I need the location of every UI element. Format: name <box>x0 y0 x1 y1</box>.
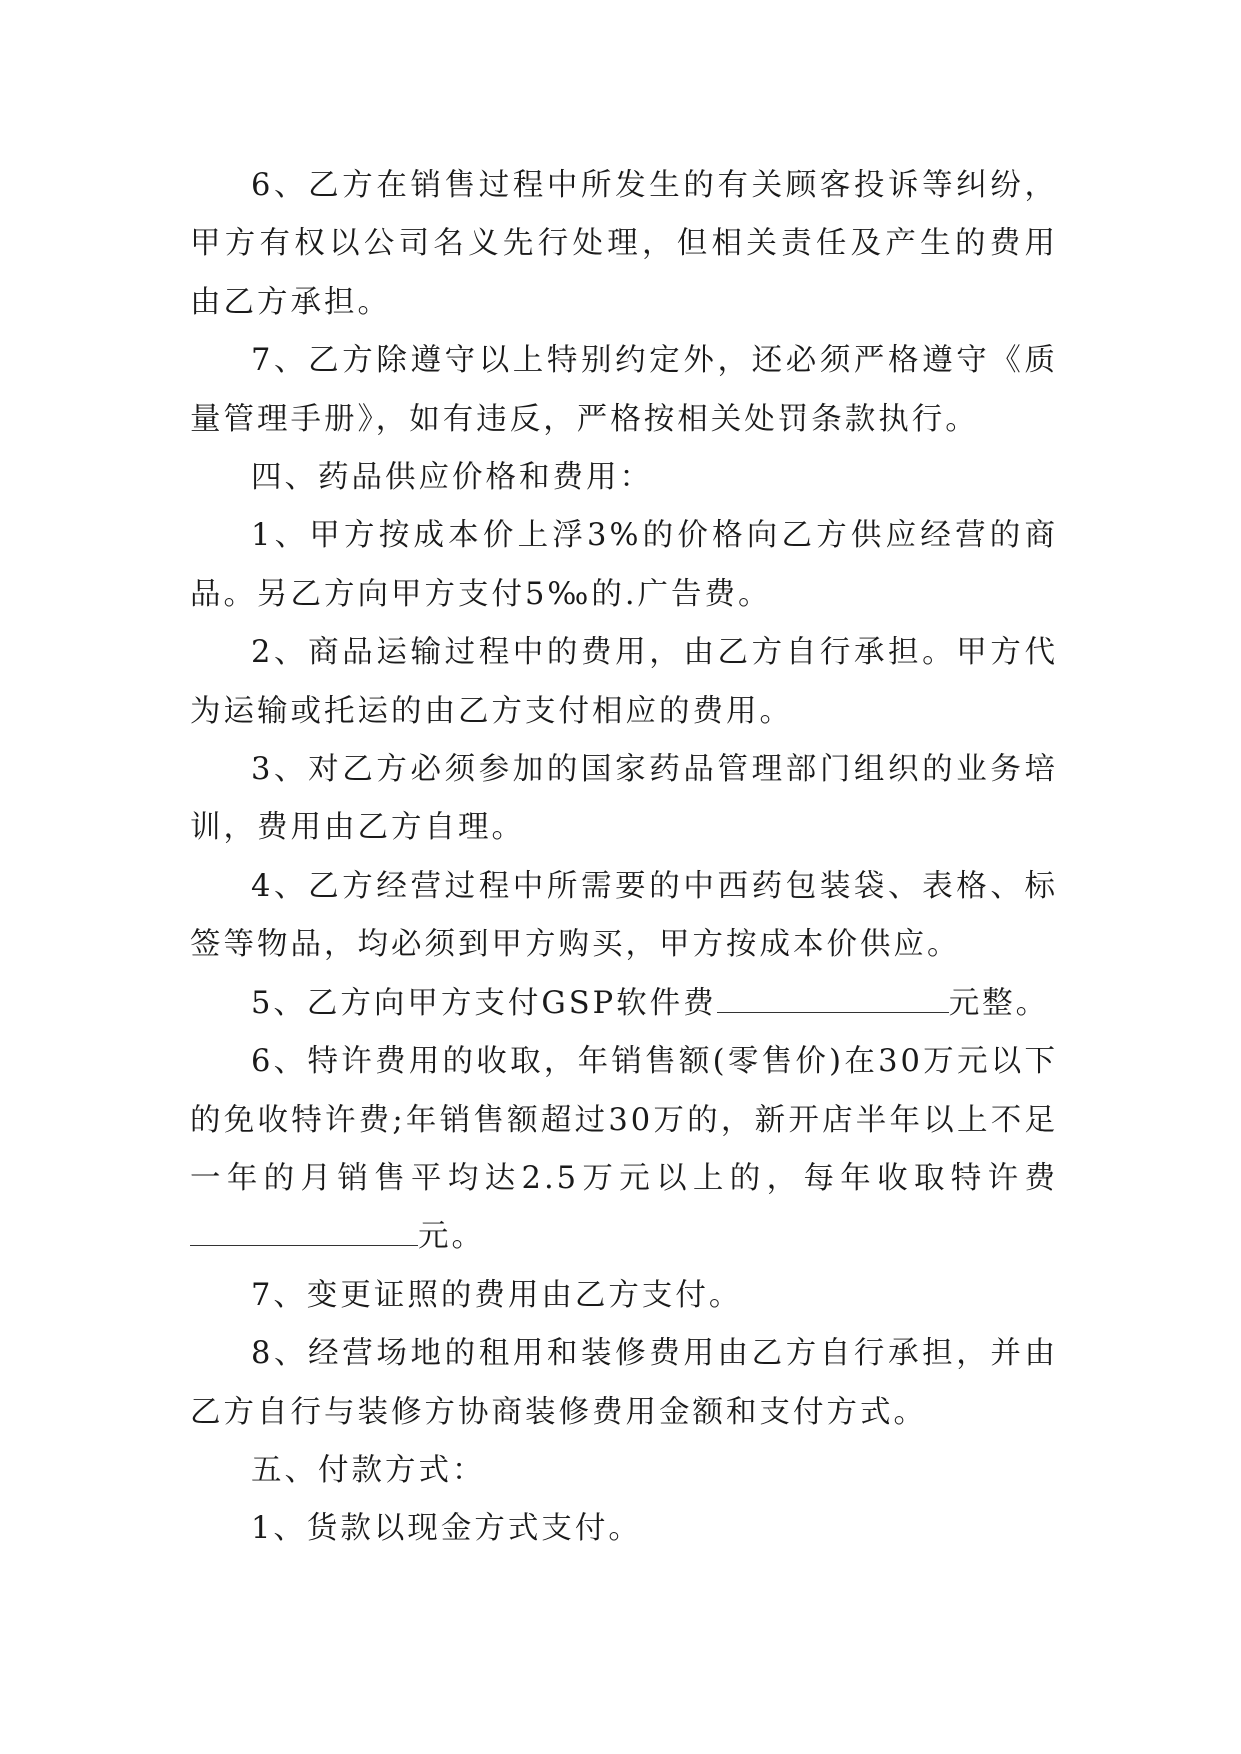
clause-4-6-suffix: 元。 <box>418 1219 485 1255</box>
clause-7-quality-manual: 7、乙方除遵守以上特别约定外，还必须严格遵守《质量管理手册》，如有违反，严格按相关处罚条款执行。 <box>190 343 1058 437</box>
clause-4-6-franchise-fee <box>190 1033 1058 1267</box>
clause-5-1-payment: 1、货款以现金方式支付。 <box>251 1511 642 1547</box>
section-heading-5: 五、付款方式： <box>251 1452 486 1488</box>
clause-4-3-training: 3、对乙方必须参加的国家药品管理部门组织的业务培训，费用由乙方自理。 <box>190 752 1058 846</box>
clause-4-4-packaging: 4、乙方经营过程中所需要的中西药包装袋、表格、标签等物品，均必须到甲方购买，甲方按成本价供应。 <box>190 868 1058 963</box>
clause-4-5-suffix: 元整。 <box>948 985 1050 1021</box>
clause-4-5-text: 5、乙方向甲方支付GSP软件费 <box>251 985 717 1021</box>
section-heading-4: 四、药品供应价格和费用： <box>251 460 653 496</box>
gsp-fee-blank <box>717 982 949 1013</box>
clause-4-8-premises: 8、经营场地的租用和装修费用由乙方自行承担，并由乙方自行与装修方协商装修费用金额和支付方式。 <box>190 1336 1058 1430</box>
clause-4-5-gsp-fee <box>190 975 1058 1033</box>
clause-6-complaints: 6、乙方在销售过程中所发生的有关顾客投诉等纠纷，甲方有权以公司名义先行处理，但相关责任及产生的费用由乙方承担。 <box>190 168 1058 320</box>
document-page <box>190 157 1058 1559</box>
clause-4-1-price: 1、甲方按成本价上浮3%的价格向乙方供应经营的商品。另乙方向甲方支付5‰的.广告费。 <box>190 518 1058 612</box>
clause-4-2-transport: 2、商品运输过程中的费用，由乙方自行承担。甲方代为运输或托运的由乙方支付相应的费用。 <box>190 635 1058 729</box>
franchise-fee-blank <box>190 1215 418 1246</box>
clause-4-7-license: 7、变更证照的费用由乙方支付。 <box>251 1277 743 1313</box>
clause-4-6-text: 6、特许费用的收取，年销售额(零售价)在30万元以下的免收特许费;年销售额超过30万的，新开店半年以上不足一年的月销售平均达2.5万元以上的，每年收取特许费 <box>190 1044 1058 1196</box>
